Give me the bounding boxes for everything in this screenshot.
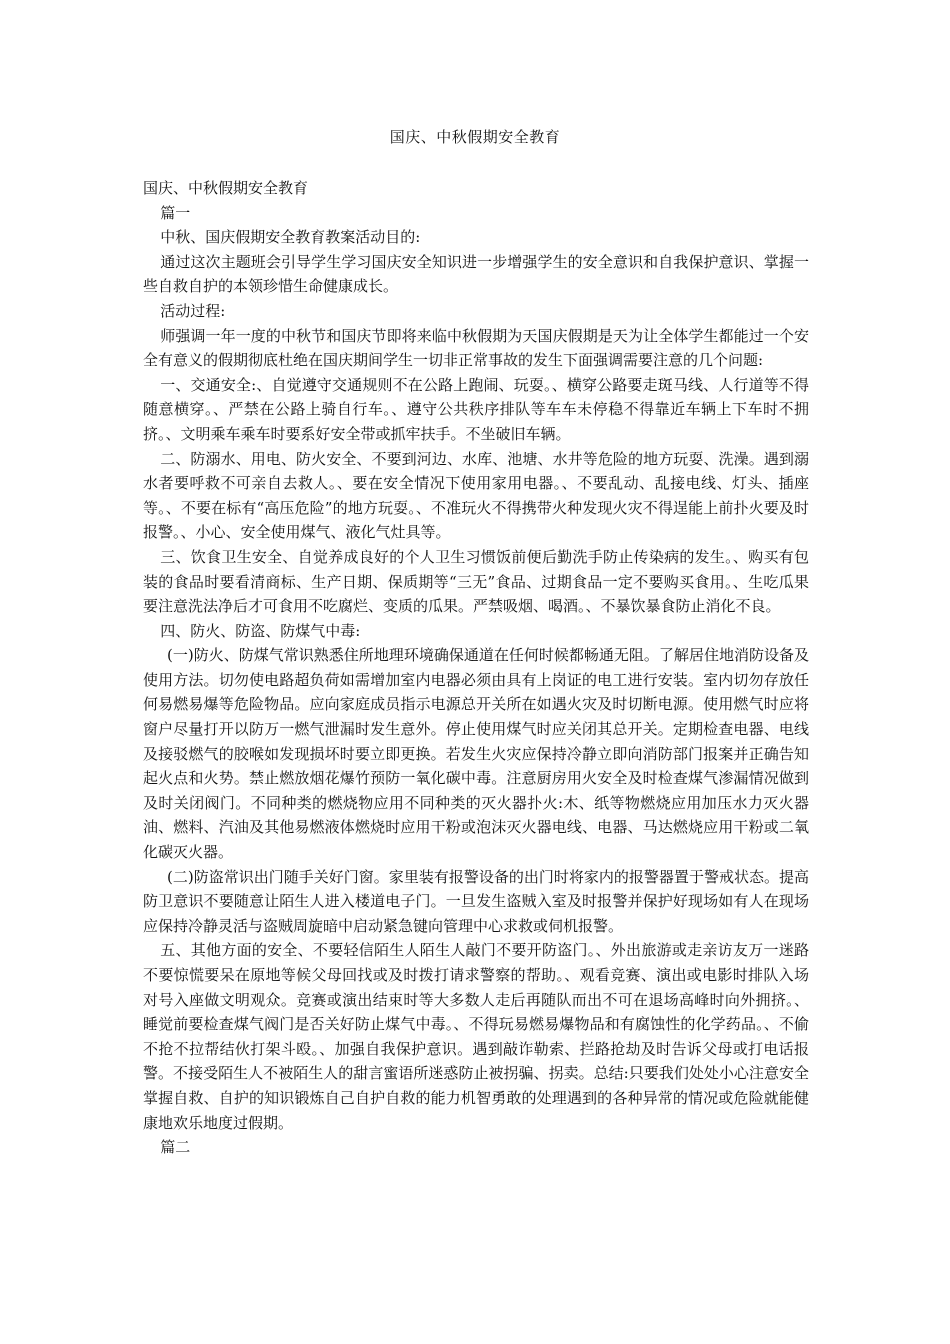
fire-gas-knowledge-paragraph: (一)防火、防煤气常识熟悉住所地理环境确保通道在任何时候都畅通无阻。了解居住地消防设备及使用方法。切勿使电路超负荷如需增加室内电器必须由具有上岗证的电工进行安装。室内切勿存放任何易燃易爆等危险物品。应向家庭成员指示电源总开关所在如遇火灾及时切断电源。使用燃气时应将窗户尽量打开以防万一燃气泄漏时发生意外。停止使用煤气时应关闭其总开关。定期检查电器、电线及接驳燃气的胶喉如发现损坏时要立即更换。若发生火灾应保持冷静立即向消防部门报案并正确告知起火点和火势。禁止燃放烟花爆竹预防一氧化碳中毒。注意厨房用火安全及时检查煤气渗漏情况做到及时关闭阀门。不同种类的燃烧物应用不同种类的灭火器扑火:木、纸等物燃烧应用加压水力灭火器油、燃料、汽油及其他易燃液体燃烧时应用干粉或泡沫灭火器电线、电器、马达燃烧应用干粉或二氧化碳灭火器。 [143, 646, 809, 862]
lesson-plan-goal-text: 通过这次主题班会引导学生学习国庆安全知识进一步增强学生的安全意识和自我保护意识、掌握一些自救自护的本领珍惜生命健康成长。 [143, 252, 809, 296]
document-title: 国庆、中秋假期安全教育 [389, 128, 561, 146]
document-body [143, 176, 809, 1160]
food-hygiene-paragraph: 三、饮食卫生安全、自觉养成良好的个人卫生习惯饭前便后勤洗手防止传染病的发生。、购买有包装的食品时要看清商标、生产日期、保质期等“三无”食品、过期食品一定不要购买食用。、生吃瓜果要注意洗法净后才可食用不吃腐烂、变质的瓜果。严禁吸烟、喝酒。、不暴饮暴食防止消化不良。 [143, 547, 809, 616]
section-label-part-two: 篇二 [160, 1138, 191, 1157]
water-electric-fire-paragraph: 二、防溺水、用电、防火安全、不要到河边、水库、池塘、水井等危险的地方玩耍、洗澡。遇到溺水者要呼救不可亲自去救人。、要在安全情况下使用家用电器。、不要乱动、乱接电线、灯头、插座等。、不要在标有“高压危险”的地方玩耍。、不准玩火不得携带火种发现火灾不得逞能上前扑火要及时报警。、小心、安全使用煤气、液化气灶具等。 [143, 449, 809, 542]
body-heading: 国庆、中秋假期安全教育 [143, 179, 309, 197]
activity-process-heading: 活动过程: [160, 301, 226, 320]
other-safety-paragraph: 五、其他方面的安全、不要轻信陌生人陌生人敲门不要开防盗门。、外出旅游或走亲访友万一迷路不要惊慌要呆在原地等候父母回找或及时拨打请求警察的帮助。、观看竞赛、演出或电影时排队入场对号入座做文明观众。竞赛或演出结束时等大多数人走后再随队而出不可在退场高峰时向外拥挤。、睡觉前要检查煤气阀门是否关好防止煤气中毒。、不得玩易燃易爆物品和有腐蚀性的化学药品。、不偷不抢不拉帮结伙打架斗殴。、加强自我保护意识。遇到敲诈勒索、拦路抢劫及时告诉父母或打电话报警。不接受陌生人不被陌生人的甜言蜜语所迷惑防止被拐骗、拐卖。总结:只要我们处处小心注意安全掌握自救、自护的知识锻炼自己自护自救的能力机智勇敢的处理遇到的各种异常的情况或危险就能健康地欢乐地度过假期。 [143, 941, 809, 1132]
traffic-safety-paragraph: 一、交通安全:、自觉遵守交通规则不在公路上跑闹、玩耍。、横穿公路要走斑马线、人行道等不得随意横穿。、严禁在公路上骑自行车。、遵守公共秩序排队等车车未停稳不得靠近车辆上下车时不拥挤。、文明乘车乘车时要系好安全带或抓牢扶手。不坐破旧车辆。 [143, 375, 809, 443]
teacher-intro-paragraph: 师强调一年一度的中秋节和国庆节即将来临中秋假期为天国庆假期是天为让全体学生都能过一个安全有意义的假期彻底杜绝在国庆期间学生一切非正常事故的发生下面强调需要注意的几个问题: [143, 326, 809, 370]
fire-theft-gas-heading: 四、防火、防盗、防煤气中毒: [160, 621, 361, 640]
anti-theft-paragraph: (二)防盗常识出门随手关好门窗。家里装有报警设备的出门时将家内的报警器置于警戒状态。提高防卫意识不要随意让陌生人进入楼道电子门。一旦发生盗贼入室及时报警并保护好现场如有人在现场应保持冷静灵活与盗贼周旋暗中启动紧急键向管理中心求救或伺机报警。 [143, 867, 809, 935]
section-label-part-one: 篇一 [160, 203, 191, 222]
lesson-plan-goal-heading: 中秋、国庆假期安全教育教案活动目的: [160, 228, 421, 247]
